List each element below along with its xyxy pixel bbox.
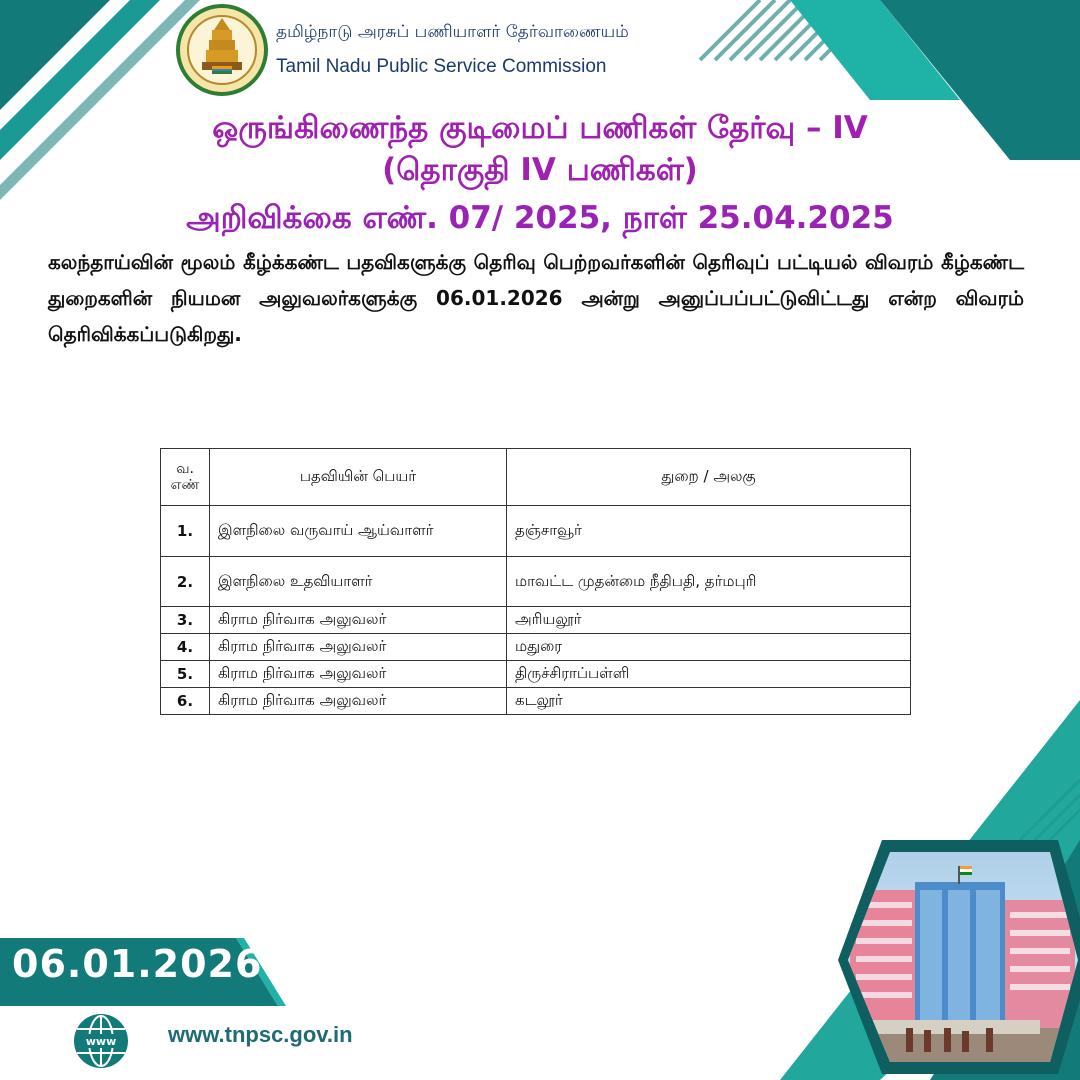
website-link[interactable]: www.tnpsc.gov.in (168, 1022, 353, 1047)
row-post: கிராம நிர்வாக அலுவலர் (210, 607, 507, 634)
tamil-nadu-emblem-icon (176, 4, 268, 96)
publish-date: 06.01.2026 (12, 942, 263, 986)
header-post: பதவியின் பெயர் (210, 449, 507, 506)
table-row (161, 688, 911, 715)
row-sno: 5. (161, 661, 210, 688)
row-post: கிராம நிர்வாக அலுவலர் (210, 661, 507, 688)
row-department: மாவட்ட முதன்மை நீதிபதி, தர்மபுரி (507, 557, 911, 607)
table-row (161, 634, 911, 661)
notice-paragraph: கலந்தாய்வின் மூலம் கீழ்க்கண்ட பதவிகளுக்கு தெரிவு பெற்றவர்களின் தெரிவுப் பட்டியல் விவரம் கீழ்கண்ட துறைகளின் நியமன அலுவலர்களுக்கு 06.01.2026 அன்று அனுப்பப்பட்டுவிட்டது என்ற விவரம் தெரிவிக்கப்படுகிறது. (48, 250, 1024, 346)
org-name-english: Tamil Nadu Public Service Commission (276, 56, 607, 77)
row-department: கடலூர் (507, 688, 911, 715)
row-post: கிராம நிர்வாக அலுவலர் (210, 688, 507, 715)
notification-number-date: அறிவிக்கை எண். 07/ 2025, நாள் 25.04.2025 (186, 200, 894, 236)
header-sno: வ. எண் (161, 449, 210, 506)
row-sno: 4. (161, 634, 210, 661)
svg-text:www: www (85, 1035, 117, 1048)
row-sno: 6. (161, 688, 210, 715)
org-name-tamil: தமிழ்நாடு அரசுப் பணியாளர் தேர்வாணையம் (276, 22, 629, 42)
table-row (161, 557, 911, 607)
notice-title-line2: (தொகுதி IV பணிகள்) (382, 152, 698, 188)
table-row (161, 506, 911, 557)
row-department: மதுரை (507, 634, 911, 661)
table-row (161, 607, 911, 634)
globe-www-icon (72, 1012, 130, 1070)
row-post: கிராம நிர்வாக அலுவலர் (210, 634, 507, 661)
row-sno: 1. (161, 506, 210, 557)
row-post: இளநிலை உதவியாளர் (210, 557, 507, 607)
notice-title-line1: ஒருங்கிணைந்த குடிமைப் பணிகள் தேர்வு – IV (212, 110, 868, 146)
row-department: தஞ்சாவூர் (507, 506, 911, 557)
posts-table (160, 448, 911, 715)
row-department: திருச்சிராப்பள்ளி (507, 661, 911, 688)
tnpsc-building-photo (820, 830, 1080, 1080)
row-sno: 2. (161, 557, 210, 607)
table-row (161, 661, 911, 688)
table-header-row (161, 449, 911, 506)
row-sno: 3. (161, 607, 210, 634)
row-department: அரியலூர் (507, 607, 911, 634)
row-post: இளநிலை வருவாய் ஆய்வாளர் (210, 506, 507, 557)
header-department: துறை / அலகு (507, 449, 911, 506)
